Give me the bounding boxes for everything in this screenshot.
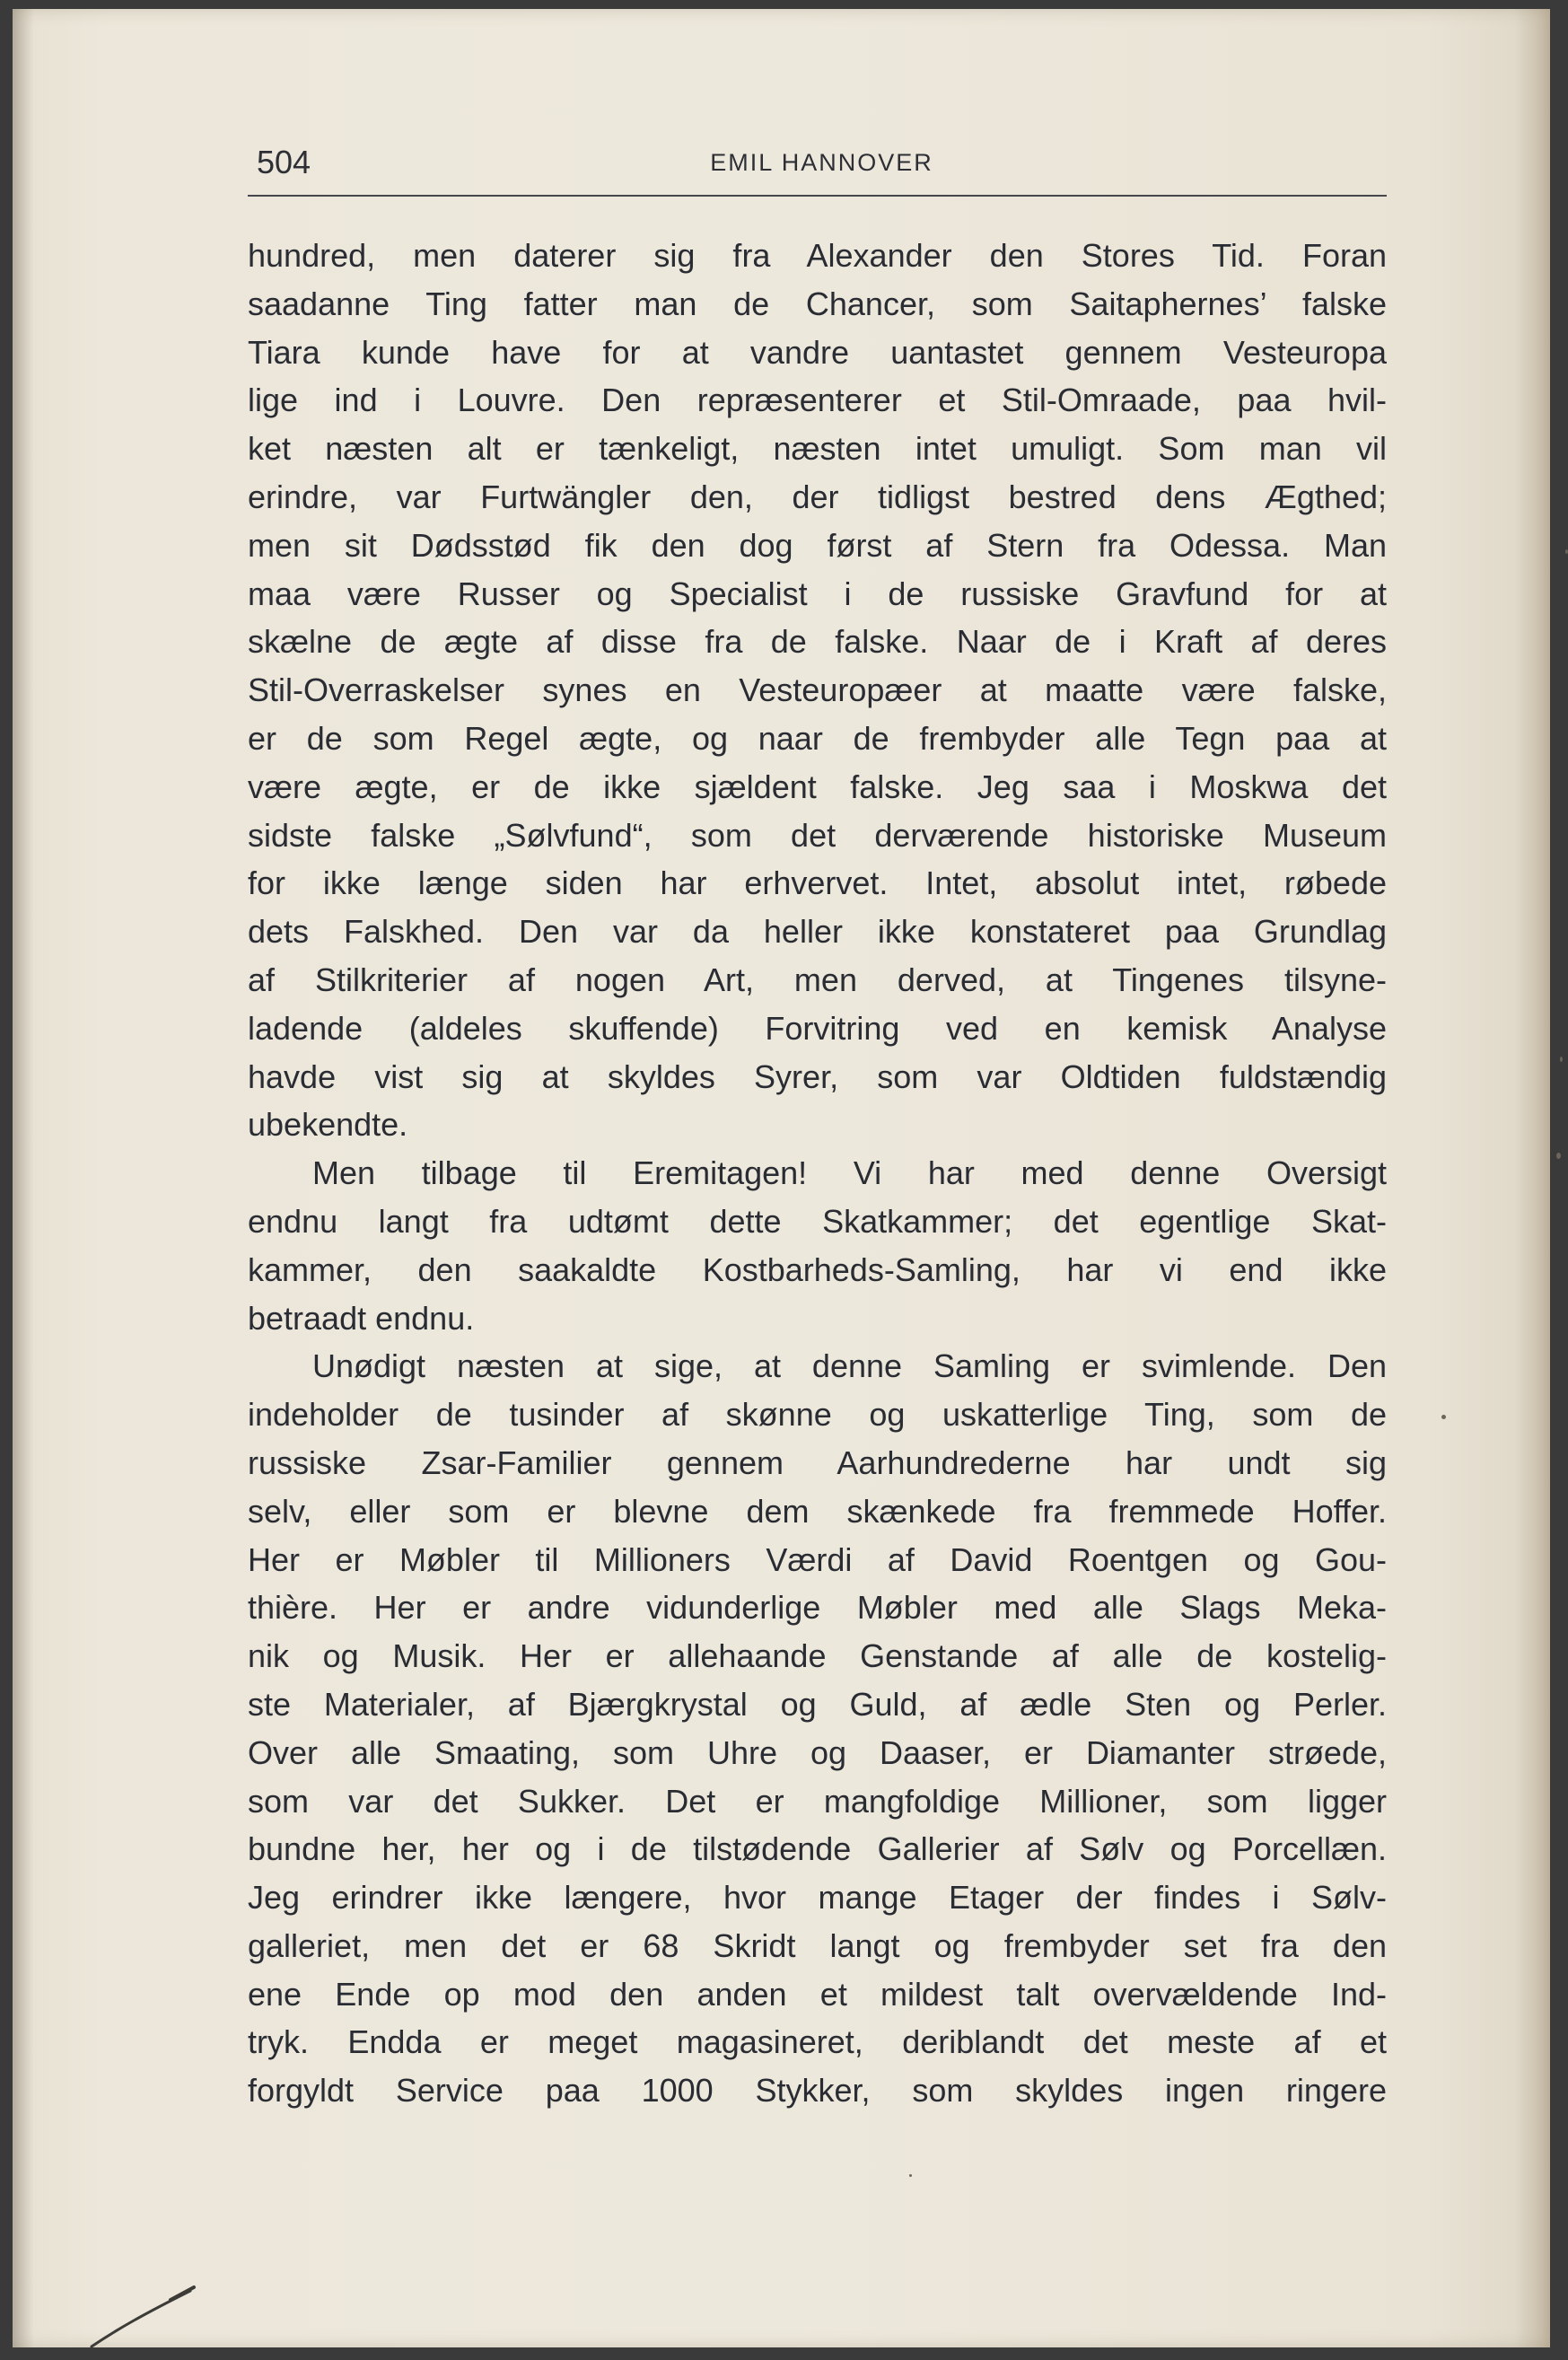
text-line: endnu langt fra udtømt dette Skatkammer; det egentlige Skat- (248, 1202, 1387, 1240)
text-line: Tiara kunde have for at vandre uantastet gennem Vesteuropa (248, 333, 1387, 371)
text-line: Unødigt næsten at sige, at denne Samling er svimlende. Den (312, 1347, 1387, 1385)
margin-speck (1560, 1057, 1563, 1062)
body-text (248, 232, 1387, 2115)
text-line: tryk. Endda er meget magasineret, deriblandt det meste af et (248, 2023, 1387, 2061)
text-line: indeholder de tusinder af skønne og uskatterlige Ting, som de (248, 1396, 1387, 1434)
running-head: EMIL HANNOVER (710, 149, 933, 176)
text-line: selv, eller som er blevne dem skænkede fra fremmede Hoffer. (248, 1492, 1387, 1530)
text-line: hundred, men daterer sig fra Alexander den Stores Tid. Foran (248, 237, 1387, 274)
text-line: nik og Musik. Her er allehaande Genstande af alle de kostelig- (248, 1637, 1387, 1675)
text-line: maa være Russer og Specialist i de russiske Gravfund for at (248, 575, 1387, 612)
text-line: erindre, var Furtwängler den, der tidligst bestred dens Ægthed; (248, 478, 1387, 515)
text-line: kammer, den saakaldte Kostbarheds-Samling, har vi end ikke (248, 1250, 1387, 1288)
text-line: betraadt endnu. (248, 1299, 475, 1337)
text-line: havde vist sig at skyldes Syrer, som var Oldtiden fuldstændig (248, 1057, 1387, 1095)
text-line: ene Ende op mod den anden et mildest talt overvældende Ind- (248, 1975, 1387, 2013)
text-line: Her er Møbler til Millioners Værdi af David Roentgen og Gou- (248, 1540, 1387, 1578)
text-line: saadanne Ting fatter man de Chancer, som Saitaphernes’ falske (248, 285, 1387, 322)
text-line: bundne her, her og i de tilstødende Gallerier af Sølv og Porcellæn. (248, 1830, 1387, 1868)
text-line: Jeg erindrer ikke længere, hvor mange Etager der findes i Sølv- (248, 1879, 1387, 1917)
text-line: af Stilkriterier af nogen Art, men derved, at Tingenes tilsyne- (248, 961, 1387, 998)
pencil-mark (90, 2280, 206, 2352)
text-line: for ikke længe siden har erhvervet. Intet, absolut intet, røbede (248, 864, 1387, 902)
margin-speck (1441, 1415, 1446, 1419)
text-line: lige ind i Louvre. Den repræsenterer et Stil-Omraade, paa hvil- (248, 382, 1387, 419)
text-line: ste Materialer, af Bjærgkrystal og Guld, af ædle Sten og Perler. (248, 1685, 1387, 1723)
text-line: ket næsten alt er tænkeligt, næsten intet umuligt. Som man vil (248, 430, 1387, 468)
text-line: dets Falskhed. Den var da heller ikke konstateret paa Grundlag (248, 913, 1387, 951)
text-line: Over alle Smaating, som Uhre og Daaser, er Diamanter strøede, (248, 1733, 1387, 1771)
text-line: thière. Her er andre vidunderlige Møbler med alle Slags Meka- (248, 1589, 1387, 1627)
paragraph (248, 1342, 1387, 2115)
text-line: er de som Regel ægte, og naar de frembyder alle Tegn paa at (248, 719, 1387, 757)
page-number: 504 (257, 144, 311, 180)
paragraph (248, 232, 1387, 1149)
text-line: galleriet, men det er 68 Skridt langt og frembyder set fra den (248, 1926, 1387, 1964)
text-line: russiske Zsar-Familier gennem Aarhundrederne har undt sig (248, 1443, 1387, 1481)
margin-speck (1556, 1153, 1561, 1159)
text-line: ubekendte. (248, 1106, 408, 1144)
text-line: være ægte, er de ikke sjældent falske. Jeg saa i Moskwa det (248, 768, 1387, 805)
text-line: Men tilbage til Eremitagen! Vi har med denne Oversigt (312, 1154, 1387, 1192)
text-line: sidste falske „Sølvfund“, som det derværende historiske Museum (248, 816, 1387, 854)
paragraph (248, 1149, 1387, 1342)
text-line: men sit Dødsstød fik den dog først af Stern fra Odessa. Man (248, 526, 1387, 564)
text-line: Stil-Overraskelser synes en Vesteuropæer at maatte være falske, (248, 671, 1387, 709)
header-rule (248, 195, 1387, 197)
text-line: forgyldt Service paa 1000 Stykker, som skyldes ingen ringere (248, 2072, 1387, 2110)
page-header (257, 142, 1387, 187)
text-line: skælne de ægte af disse fra de falske. Naar de i Kraft af deres (248, 623, 1387, 661)
text-line: som var det Sukker. Det er mangfoldige Millioner, som ligger (248, 1782, 1387, 1820)
text-line: ladende (aldeles skuffende) Forvitring ved en kemisk Analyse (248, 1009, 1387, 1047)
margin-speck (909, 2174, 912, 2177)
